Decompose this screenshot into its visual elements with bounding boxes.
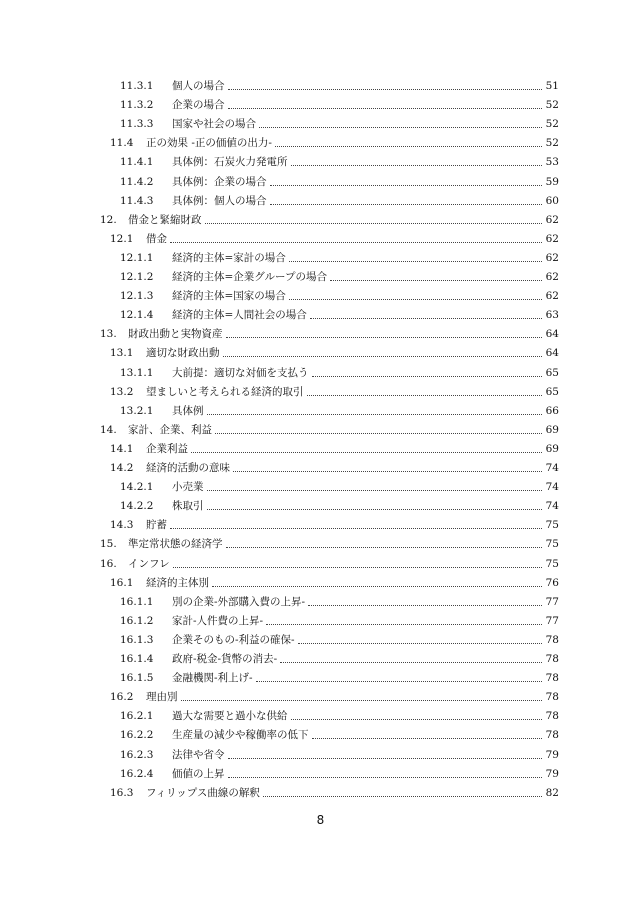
toc-entry-title: インフレ — [128, 557, 170, 570]
toc-entry-page: 78 — [545, 653, 559, 665]
toc-entry-page: 65 — [545, 366, 559, 379]
toc-leader-dots — [207, 489, 543, 491]
toc-leader-dots — [298, 642, 542, 644]
toc-entry-title: 正の効果 -正の価値の出力- — [146, 137, 272, 150]
toc-entry-page: 63 — [545, 309, 559, 322]
toc-entry-number: 12.1.2 — [120, 271, 154, 283]
toc-entry-page: 75 — [545, 519, 559, 532]
toc-entry[interactable] — [120, 304, 559, 322]
toc-entry-page: 62 — [545, 232, 559, 245]
toc-entry[interactable] — [120, 75, 559, 93]
toc-leader-dots — [307, 394, 543, 396]
toc-entry-number: 12.1 — [110, 232, 134, 245]
toc-entry-number: 16.1.2 — [120, 614, 154, 627]
toc-entry-number: 11.3.1 — [120, 80, 154, 92]
toc-entry-page: 77 — [545, 595, 559, 608]
toc-leader-dots — [270, 184, 543, 186]
toc-entry-title: 経済的主体別 — [146, 576, 209, 589]
toc-entry[interactable] — [120, 400, 559, 418]
toc-entry-title: 価値の上昇 — [172, 767, 225, 780]
toc-entry-page: 82 — [545, 786, 559, 799]
toc-entry-title: 経済的活動の意味 — [146, 462, 230, 474]
toc-entry-number: 11.3.2 — [120, 99, 154, 112]
toc-entry-title: 経済的主体=国家の場合 — [172, 290, 286, 303]
toc-leader-dots — [256, 680, 542, 682]
toc-entry[interactable] — [120, 705, 559, 723]
toc-entry-page: 78 — [545, 710, 559, 723]
toc-entry-number: 16.2 — [110, 691, 134, 704]
toc-entry-number: 16. — [100, 557, 117, 570]
toc-leader-dots — [228, 88, 543, 90]
toc-entry-number: 16.1 — [110, 576, 134, 589]
toc-leader-dots — [308, 604, 542, 606]
toc-entry-number: 16.1.1 — [120, 595, 154, 608]
toc-entry-page: 77 — [545, 614, 559, 627]
toc-leader-dots — [330, 279, 542, 281]
toc-entry-page: 69 — [545, 442, 559, 455]
toc-entry-page: 52 — [545, 118, 559, 131]
toc-entry[interactable] — [120, 190, 559, 208]
toc-entry[interactable] — [120, 113, 559, 131]
toc-entry[interactable] — [120, 247, 559, 265]
toc-leader-dots — [181, 699, 543, 701]
toc-entry-number: 12. — [100, 213, 117, 226]
toc-entry-page: 78 — [545, 691, 559, 704]
toc-entry[interactable] — [110, 686, 559, 704]
toc-entry-number: 14.1 — [110, 442, 134, 455]
toc-leader-dots — [223, 355, 543, 357]
toc-entry-title: 財政出動と実物資産 — [128, 328, 223, 341]
toc-leader-dots — [310, 317, 542, 319]
toc-entry[interactable] — [120, 591, 559, 609]
toc-leader-dots — [280, 661, 542, 663]
toc-entry-title: 具体例：個人の場合 — [172, 194, 267, 207]
toc-entry-number: 11.3.3 — [120, 118, 154, 131]
toc-entry[interactable] — [120, 763, 559, 781]
toc-entry-title: 別の企業-外部購入費の上昇- — [172, 595, 306, 608]
toc-entry-number: 14. — [100, 423, 117, 436]
toc-entry[interactable] — [120, 151, 559, 169]
toc-leader-dots — [291, 718, 543, 720]
toc-leader-dots — [228, 776, 543, 778]
toc-entry-title: 金融機関-利上げ- — [172, 672, 253, 685]
toc-entry-title: 小売業 — [172, 481, 204, 494]
toc-entry-number: 16.2.4 — [120, 767, 154, 780]
toc-entry[interactable] — [110, 572, 559, 590]
toc-entry[interactable] — [110, 132, 559, 150]
toc-entry-title: 具体例：石炭火力発電所 — [172, 156, 288, 169]
toc-leader-dots — [207, 413, 543, 415]
toc-entry[interactable] — [100, 323, 559, 341]
toc-entry[interactable] — [120, 629, 559, 647]
toc-entry-page: 60 — [545, 194, 559, 207]
toc-leader-dots — [312, 375, 543, 377]
toc-leader-dots — [228, 757, 543, 759]
toc-entry-title: 理由別 — [146, 691, 178, 704]
toc-entry[interactable] — [110, 438, 559, 456]
toc-entry-number: 14.2.1 — [120, 481, 154, 494]
toc-entry[interactable] — [120, 285, 559, 303]
toc-leader-dots — [270, 203, 543, 205]
toc-entry-number: 16.2.2 — [120, 729, 154, 742]
toc-entry-number: 13.2 — [110, 385, 134, 398]
toc-entry[interactable] — [120, 266, 559, 284]
toc-leader-dots — [226, 546, 543, 548]
toc-entry-page: 64 — [545, 347, 559, 360]
toc-entry[interactable] — [110, 782, 559, 800]
toc-entry-title: 株取引 — [172, 500, 204, 513]
toc-entry-title: 望ましいと考えられる経済的取引 — [146, 385, 304, 398]
toc-entry-number: 16.1.5 — [120, 672, 154, 685]
toc-entry-page: 62 — [545, 271, 559, 283]
toc-entry-page: 79 — [545, 767, 559, 780]
toc-leader-dots — [170, 241, 542, 243]
toc-entry[interactable] — [120, 744, 559, 762]
toc-entry-number: 11.4.2 — [120, 175, 154, 188]
toc-entry-page: 62 — [545, 251, 559, 264]
toc-entry[interactable] — [120, 724, 559, 742]
toc-entry-number: 13. — [100, 328, 117, 341]
toc-entry-page: 69 — [545, 423, 559, 436]
toc-entry-number: 12.1.1 — [120, 251, 154, 264]
toc-entry-title: 具体例：企業の場合 — [172, 175, 267, 188]
toc-entry-page: 75 — [545, 538, 559, 551]
toc-leader-dots — [266, 623, 542, 625]
toc-entry-number: 16.2.1 — [120, 710, 154, 723]
toc-entry-title: 経済的主体=人間社会の場合 — [172, 309, 307, 322]
toc-entry-number: 14.2.2 — [120, 500, 154, 513]
toc-leader-dots — [170, 527, 542, 529]
toc-entry-number: 16.1.3 — [120, 633, 154, 646]
toc-entry-number: 12.1.4 — [120, 309, 154, 322]
toc-entry-title: 貯蓄 — [146, 519, 167, 532]
toc-leader-dots — [312, 737, 543, 739]
toc-leader-dots — [228, 107, 543, 109]
toc-entry[interactable] — [120, 171, 559, 189]
toc-entry-page: 76 — [545, 576, 559, 589]
toc-entry-number: 13.2.1 — [120, 404, 154, 417]
toc-entry[interactable] — [100, 533, 559, 551]
toc-entry[interactable] — [110, 228, 559, 246]
toc-leader-dots — [289, 298, 542, 300]
toc-entry[interactable] — [120, 476, 559, 494]
toc-leader-dots — [205, 222, 543, 224]
toc-entry-page: 74 — [545, 481, 559, 494]
toc-leader-dots — [233, 470, 542, 472]
toc-entry-number: 16.2.3 — [120, 748, 154, 761]
toc-entry-number: 14.3 — [110, 519, 134, 532]
toc-entry-number: 11.4 — [110, 137, 134, 150]
toc-entry-title: 生産量の減少や稼働率の低下 — [172, 729, 309, 742]
toc-entry[interactable] — [110, 457, 559, 475]
toc-entry[interactable] — [100, 209, 559, 227]
toc-entry-title: 具体例 — [172, 404, 204, 417]
toc-leader-dots — [173, 566, 542, 568]
toc-leader-dots — [291, 164, 543, 166]
toc-leader-dots — [191, 451, 542, 453]
toc-entry-number: 12.1.3 — [120, 290, 154, 303]
toc-entry-number: 15. — [100, 538, 117, 551]
toc-entry-title: 適切な財政出動 — [146, 347, 220, 360]
toc-leader-dots — [207, 508, 543, 510]
toc-leader-dots — [212, 585, 542, 587]
toc-entry-page: 52 — [545, 137, 559, 150]
toc-entry-page: 78 — [545, 672, 559, 685]
toc-entry-page: 62 — [545, 290, 559, 303]
toc-entry-title: 家計、企業、利益 — [128, 423, 212, 436]
toc-entry-title: 法律や省令 — [172, 748, 225, 761]
toc-entry-title: 借金 — [146, 232, 167, 245]
toc-entry-page: 62 — [545, 213, 559, 226]
toc-entry[interactable] — [120, 648, 559, 666]
toc-entry-page: 78 — [545, 633, 559, 646]
toc-entry-title: 大前提：適切な対価を支払う — [172, 366, 309, 379]
toc-leader-dots — [289, 260, 542, 262]
page-number: 8 — [316, 813, 325, 827]
toc-entry-page: 66 — [545, 404, 559, 417]
toc-leader-dots — [259, 126, 542, 128]
toc-entry[interactable] — [100, 553, 559, 571]
toc-entry-title: 経済的主体=企業グループの場合 — [172, 271, 327, 283]
toc-leader-dots — [275, 145, 542, 147]
toc-entry-number: 14.2 — [110, 462, 134, 474]
toc-entry-title: 個人の場合 — [172, 80, 225, 92]
toc-entry-page: 64 — [545, 328, 559, 341]
toc-entry[interactable] — [100, 419, 559, 437]
toc-entry[interactable] — [110, 514, 559, 532]
toc-entry-title: 国家や社会の場合 — [172, 118, 256, 131]
toc-entry[interactable] — [120, 495, 559, 513]
toc-entry-page: 78 — [545, 729, 559, 742]
toc-entry-page: 51 — [545, 80, 559, 92]
toc-entry-number: 16.3 — [110, 786, 134, 799]
toc-entry-page: 65 — [545, 385, 559, 398]
toc-entry-page: 52 — [545, 99, 559, 112]
toc-entry-page: 59 — [545, 175, 559, 188]
toc-entry-title: 借金と緊縮財政 — [128, 213, 202, 226]
toc-entry-title: 準定常状態の経済学 — [128, 538, 223, 551]
toc-entry-number: 16.1.4 — [120, 653, 154, 665]
toc-entry[interactable] — [110, 381, 559, 399]
toc-leader-dots — [215, 432, 542, 434]
toc-entry[interactable] — [120, 362, 559, 380]
toc-entry-title: 企業そのもの-利益の確保- — [172, 633, 295, 646]
toc-entry-title: 企業の場合 — [172, 99, 225, 112]
toc-entry[interactable] — [120, 94, 559, 112]
toc-entry[interactable] — [110, 342, 559, 360]
toc-entry-title: フィリップス曲線の解釈 — [146, 786, 260, 799]
toc-entry-page: 53 — [545, 156, 559, 169]
toc-entry[interactable] — [120, 610, 559, 628]
toc-entry-title: 家計-人件費の上昇- — [172, 614, 264, 627]
toc-leader-dots — [226, 336, 543, 338]
toc-entry-page: 74 — [545, 462, 559, 474]
toc-entry-page: 79 — [545, 748, 559, 761]
toc-entry-number: 11.4.3 — [120, 194, 154, 207]
toc-entry-number: 13.1 — [110, 347, 134, 360]
toc-entry-number: 13.1.1 — [120, 366, 154, 379]
toc-entry-title: 経済的主体=家計の場合 — [172, 251, 286, 264]
toc-leader-dots — [263, 795, 542, 797]
toc-entry-page: 74 — [545, 500, 559, 513]
toc-entry-page: 75 — [545, 557, 559, 570]
toc-entry-title: 過大な需要と過小な供給 — [172, 710, 288, 723]
toc-entry-title: 政府-税金-貨幣の消去- — [172, 653, 278, 665]
toc-entry-title: 企業利益 — [146, 442, 188, 455]
toc-entry[interactable] — [120, 667, 559, 685]
toc-entry-number: 11.4.1 — [120, 156, 154, 169]
